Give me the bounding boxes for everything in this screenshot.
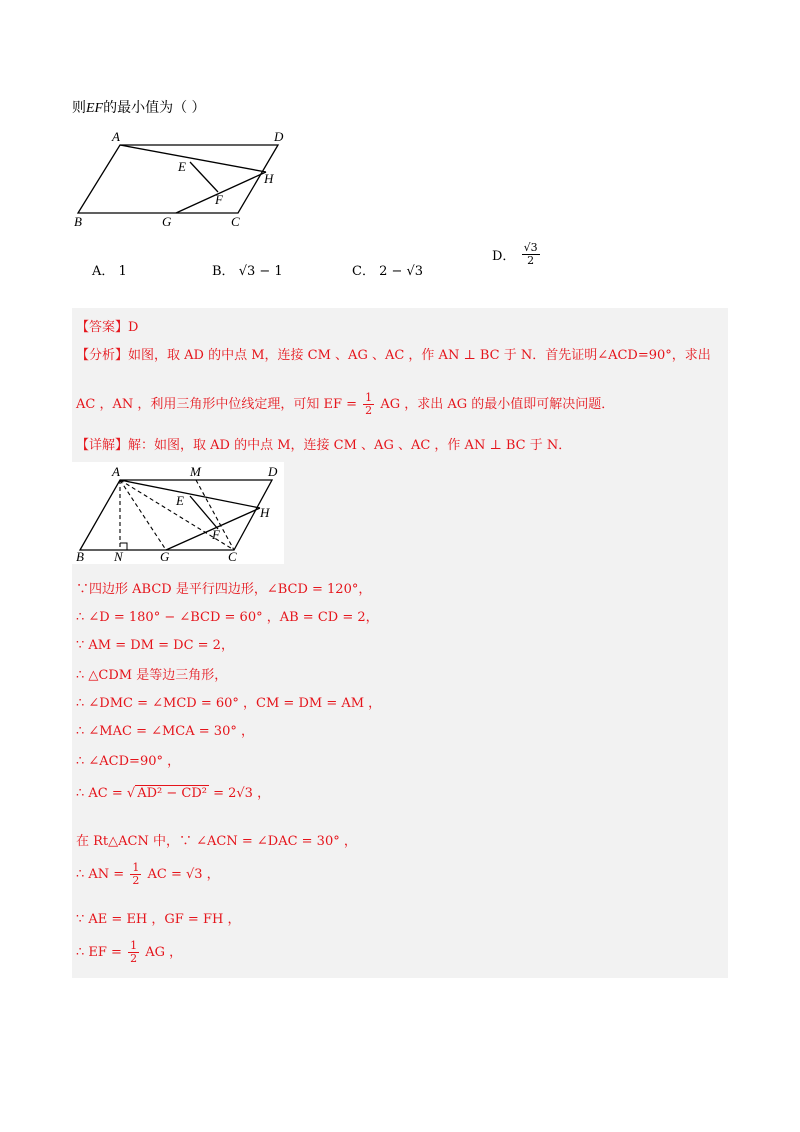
label2-g: G [160,549,170,564]
option-d[interactable] [492,242,542,267]
question-line [72,97,206,117]
question-suffix: 的最小值为（ ） [103,100,206,116]
step-8-radicand: AD² − CD² [137,786,207,801]
analysis-frac-den: 2 [365,404,373,417]
analysis-text-1: 如图，取 AD 的中点 M，连接 CM 、AG 、AC ，作 AN ⊥ BC 于 N．首先证明∠ACD=90°，求出 [128,348,711,363]
question-prefix: 则 [72,100,86,116]
step-12-fraction [128,940,139,965]
step-1: ∵四边形 ABCD 是平行四边形，∠BCD = 120°， [76,582,372,597]
option-b-letter: B． [212,264,235,279]
option-d-fraction [522,242,540,267]
label2-d: D [268,464,278,479]
step-3: ∵ AM = DM = DC = 2， [76,638,234,653]
step-12-num: 1 [130,939,138,952]
step-6: ∴ ∠MAC = ∠MCA = 30° ， [76,724,254,739]
analysis-fraction [363,392,374,417]
label2-n: N [114,549,123,564]
label2-m: M [190,464,201,479]
label2-b: B [76,549,84,564]
step-4: ∴ △CDM 是等边三角形， [76,668,228,683]
label2-a: A [112,464,120,479]
answer-label: 【答案】 [76,320,129,335]
step-10 [76,862,220,887]
step-12 [76,940,182,965]
step-5: ∴ ∠DMC = ∠MCD = 60° ，CM = DM = AM ， [76,696,382,711]
label-g: G [162,214,172,229]
step-10-lhs: ∴ AN = [76,867,125,882]
step-8 [76,782,270,801]
step-9: 在 Rt△ACN 中，∵ ∠ACN = ∠DAC = 30° ， [76,834,357,849]
segment-ef [190,162,218,192]
label2-h: H [260,505,270,520]
option-b[interactable] [212,260,283,279]
figure-parallelogram-1 [70,125,290,235]
analysis-text-2a: AC ，AN ，利用三角形中位线定理，可知 EF = [76,397,358,412]
figure-parallelogram-2 [72,462,284,564]
option-a-letter: A． [92,264,115,279]
option-c[interactable] [352,260,423,279]
step-11: ∵ AE = EH ，GF = FH ， [76,912,241,927]
step-10-fraction [130,862,141,887]
step-2: ∴ ∠D = 180° − ∠BCD = 60° ，AB = CD = 2， [76,610,379,625]
label-c: C [231,214,240,229]
step-12-lhs: ∴ EF = [76,945,122,960]
analysis-line-2 [76,392,614,417]
label-a: A [112,129,120,144]
option-a[interactable] [92,260,127,279]
label-h: H [264,171,274,186]
option-a-value: 1 [118,264,127,279]
option-b-value: √3 − 1 [238,264,283,279]
analysis-text-2b: AG ，求出 AG 的最小值即可解决问题． [380,397,615,412]
option-d-letter: D． [492,249,516,264]
label2-e: E [176,493,184,508]
step-8-lhs: ∴ AC = √ [76,786,136,801]
step-10-num: 1 [132,861,140,874]
step-12-den: 2 [130,952,138,965]
step-7: ∴ ∠ACD=90° ， [76,754,181,769]
answer-line [76,316,138,335]
question-var: EF [86,101,104,116]
option-d-num: √3 [523,241,538,254]
option-c-letter: C． [352,264,375,279]
step-10-den: 2 [132,874,140,887]
label-b: B [74,214,82,229]
label2-c: C [228,549,237,564]
step-10-rhs: AC = √3 ， [147,867,220,882]
step-12-rhs: AG ， [145,945,183,960]
option-c-value: 2 − √3 [379,264,424,279]
step-8-rhs: = 2√3 ， [213,786,271,801]
segment-ag-dashed [120,480,166,550]
segment-ah [120,145,266,172]
label-e: E [178,159,186,174]
segment-ah-2 [120,480,260,508]
detail-label: 【详解】 [76,438,129,453]
detail-text: 解：如图，取 AD 的中点 M，连接 CM 、AG 、AC ，作 AN ⊥ BC 于 N． [128,438,572,453]
analysis-line-1 [76,344,711,363]
answer-value: D [128,320,139,335]
option-d-den: 2 [527,254,535,267]
analysis-label: 【分析】 [76,348,129,363]
label-d: D [274,129,284,144]
detail-line [76,434,571,453]
analysis-frac-num: 1 [365,391,373,404]
label-f: F [215,192,223,207]
label2-f: F [212,527,220,542]
